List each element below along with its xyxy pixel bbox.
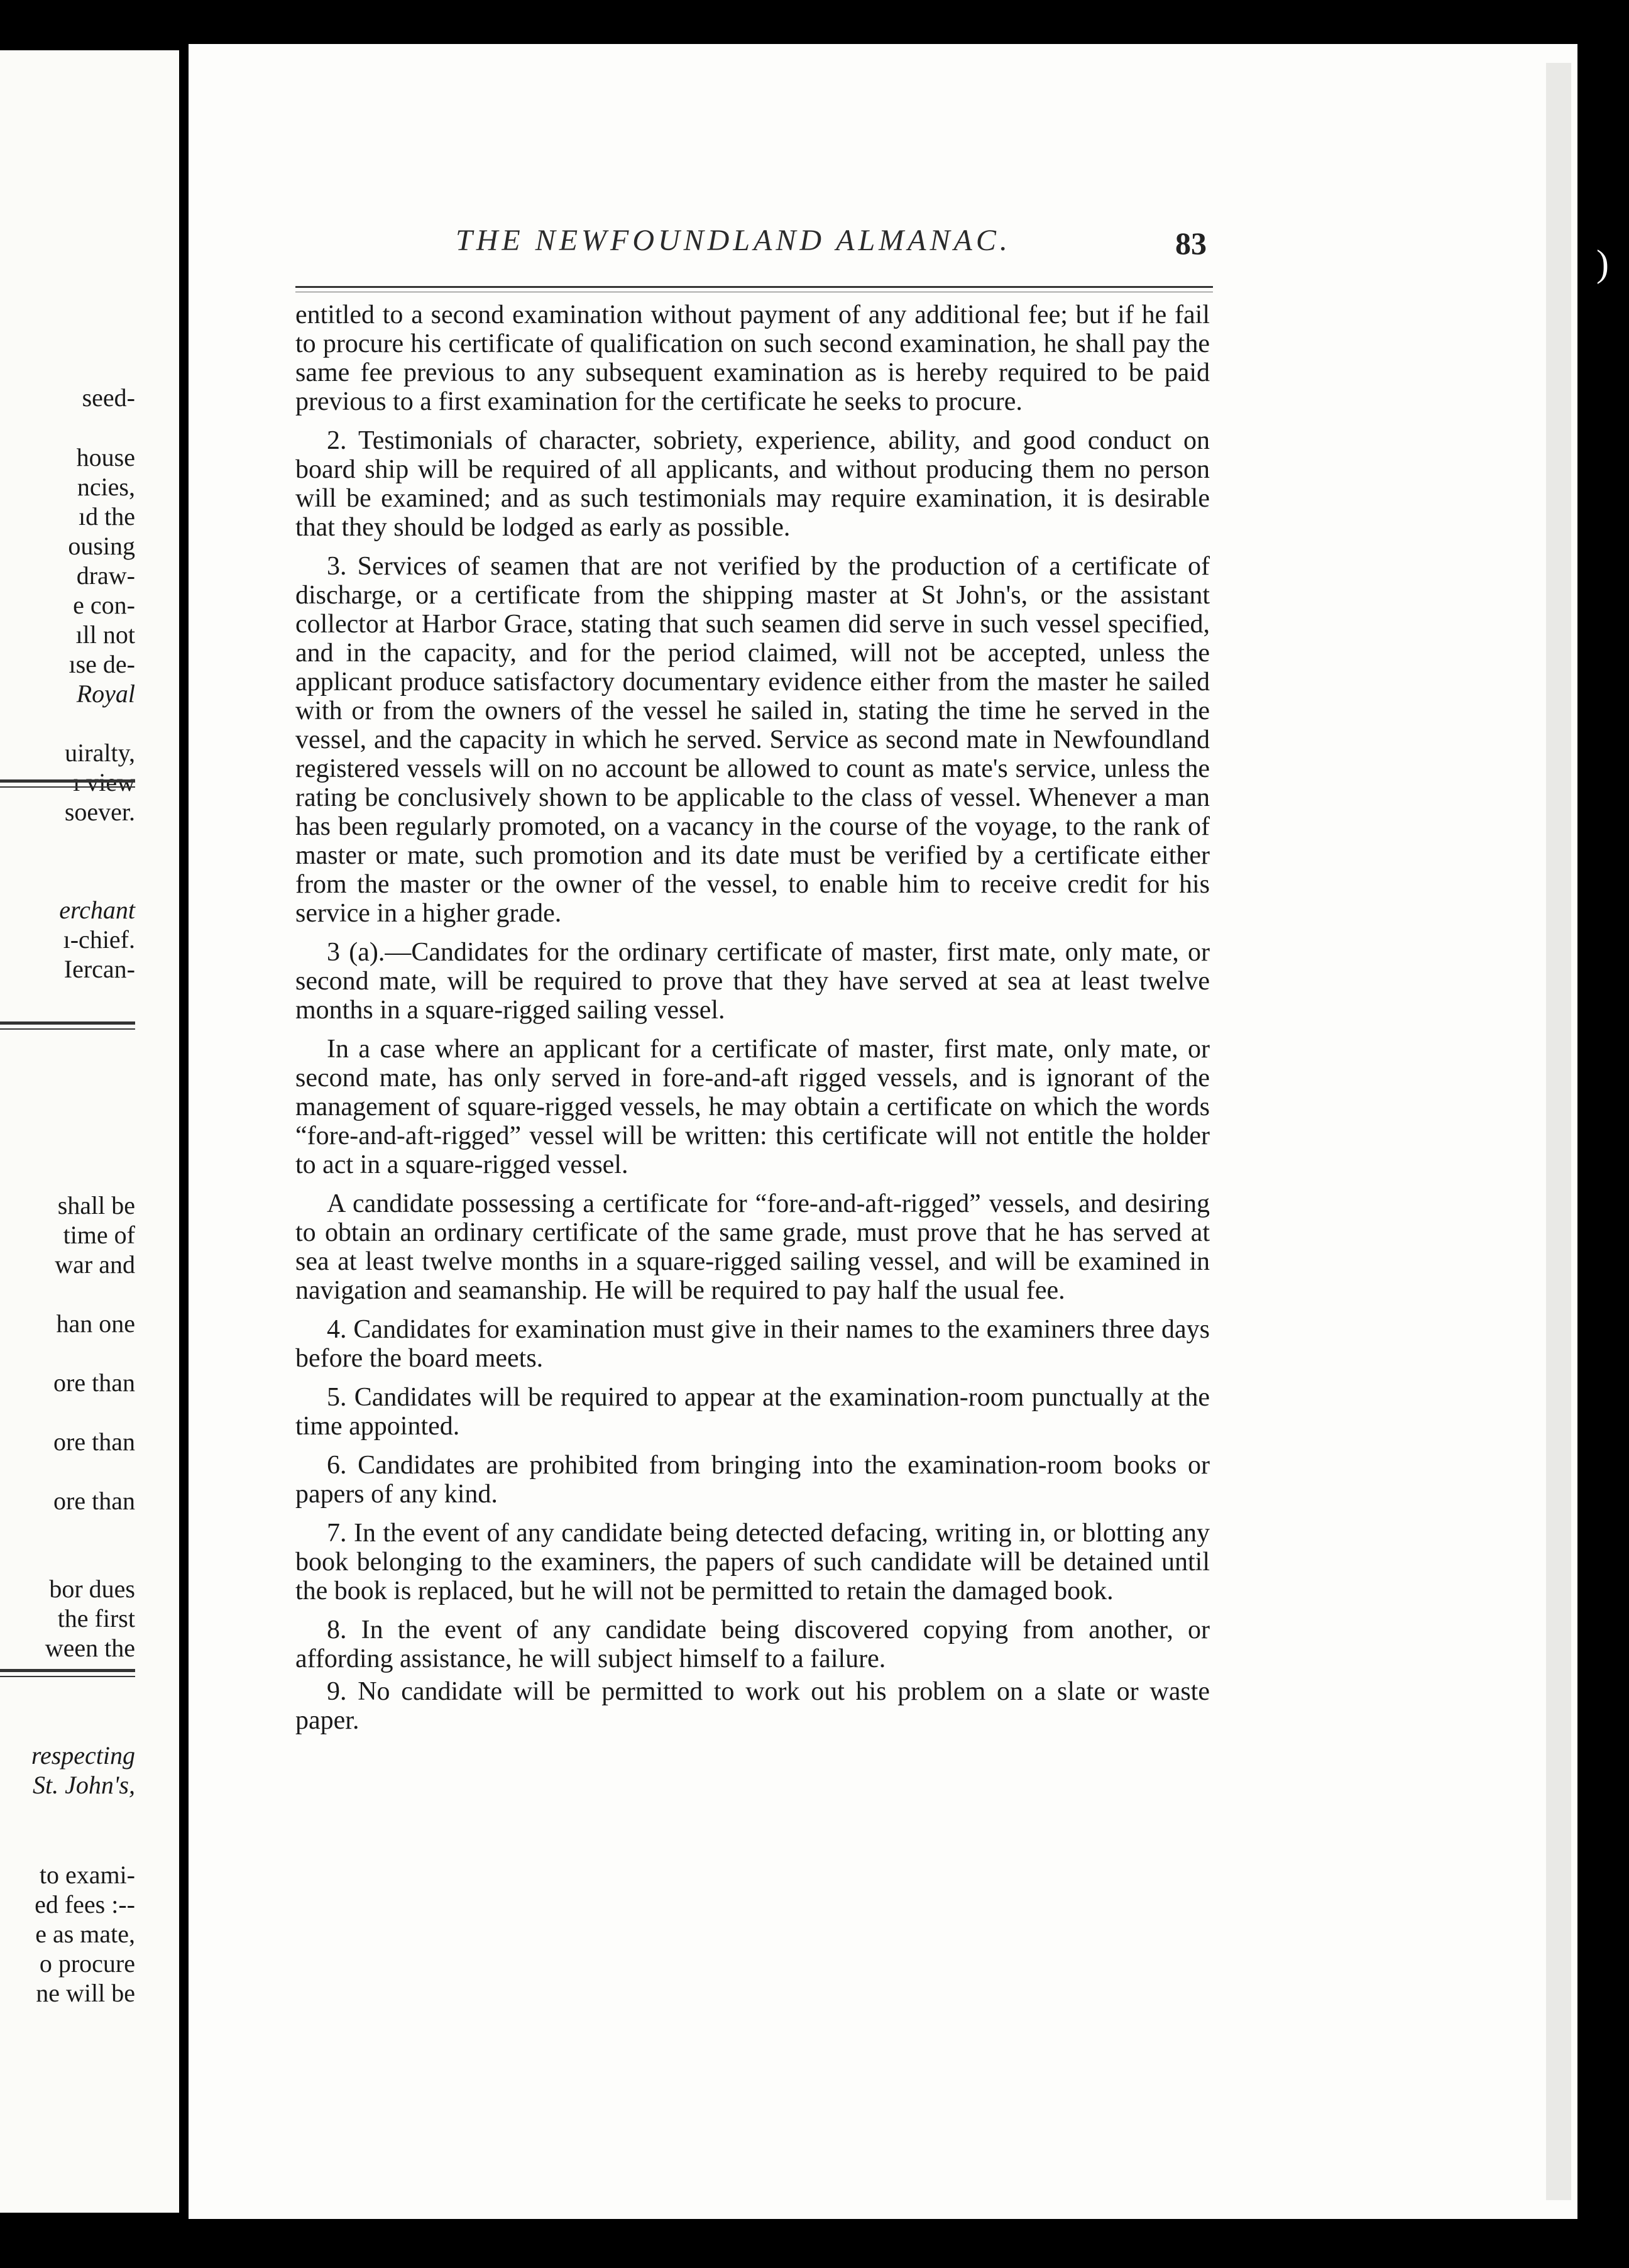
left-fragment-line: house: [76, 443, 135, 471]
paragraph: 7. In the event of any candidate being detected defacing, writing in, or blotting any book belonging to the examiners, the papers of such candidate will be detained until the book is replaced, but he will not be permitted to retain the damaged book.: [295, 1519, 1210, 1605]
left-fragment-line: to exami-: [39, 1861, 135, 1889]
paragraph: A candidate possessing a certificate for “fore-and-aft-rigged” vessels, and desiring to obtain an ordinary certificate of the same grade, must prove that he has served at sea at least twelve months in a square-rigged sailing vessel, and will be examined in navigation and seamanship. He will be required to pay half the usual fee.: [295, 1189, 1210, 1305]
left-fragment-line: ne will be: [36, 1979, 135, 2007]
left-fragment-line: ore than: [53, 1368, 135, 1397]
paragraph: 9. No candidate will be permitted to work out his problem on a slate or waste paper.: [295, 1677, 1210, 1735]
left-fragment-line: e con-: [73, 591, 135, 619]
left-fragment-line: draw-: [76, 561, 135, 590]
left-fragment-line: ore than: [53, 1487, 135, 1515]
margin-mark: ): [1596, 243, 1609, 284]
left-fragment-line: the first: [57, 1604, 135, 1632]
left-fragment-line: bor dues: [49, 1575, 135, 1603]
left-fragment-line: han one: [56, 1309, 135, 1338]
left-fragment-line: uiralty,: [65, 739, 135, 767]
paragraph: entitled to a second examination without payment of any additional fee; but if he fail to procure his certificate of qualification on such second examination, he shall pay the same fee previous to any subsequent examination as is hereby required to be paid previous to a first examination for the certificate he seeks to procure.: [295, 300, 1210, 416]
paragraph: 5. Candidates will be required to appear at the examination-room punctually at the time appointed.: [295, 1383, 1210, 1441]
left-fragment-line: ıll not: [75, 620, 135, 649]
left-section-rule: [0, 779, 135, 783]
paragraph: 3 (a).—Candidates for the ordinary certificate of master, first mate, only mate, or second mate, will be required to prove that they have served at sea at least twelve months in a square-rigged sailing vessel.: [295, 938, 1210, 1025]
left-facing-page: [0, 50, 179, 2213]
left-fragment-line: ore than: [53, 1428, 135, 1456]
body-text: [295, 300, 1210, 1745]
left-section-rule: [0, 1021, 135, 1025]
paragraph: 3. Services of seamen that are not verified by the production of a certificate of discharge, or a certificate from the shipping master at St John's, or the assistant collector at Harbor Grace, stating that such seamen did serve in such vessel specified, and in the capacity, and for the period claimed, will not be accepted, unless the applicant produce satisfactory documentary evidence either from the master he sailed with or from the owners of the vessel he sailed in, stating the time he served in the vessel, and the capacity in which he served. Service as second mate in Newfoundland registered vessels will on no account be allowed to count as mate's service, unless the rating be conclusively shown to be applicable to the class of vessel. Whenever a man has been regularly promoted, on a vacancy in the course of the voyage, to the rank of master or mate, such promotion and its date must be verified by a certificate either from the master or the owner of the vessel, to enable him to receive credit for his service in a higher grade.: [295, 552, 1210, 928]
paragraph: 6. Candidates are prohibited from bringing into the examination-room books or papers of any kind.: [295, 1451, 1210, 1509]
left-fragment-line: St. John's,: [33, 1771, 135, 1799]
header-rule: [295, 286, 1213, 288]
paragraph: 2. Testimonials of character, sobriety, experience, ability, and good conduct on board ship will be required of all applicants, and without producing them no person will be examined; and as such testimonials may require examination, it is desirable that they should be lodged as early as possible.: [295, 426, 1210, 542]
left-fragment-line: ousing: [68, 532, 135, 560]
left-fragment-line: ed fees :--: [35, 1890, 135, 1918]
left-fragment-line: shall be: [57, 1191, 135, 1219]
left-fragment-line: erchant: [59, 896, 135, 924]
paragraph: 8. In the event of any candidate being discovered copying from another, or affording assistance, he will subject himself to a failure.: [295, 1616, 1210, 1673]
left-fragment-line: Iercan-: [63, 955, 135, 983]
running-head: THE NEWFOUNDLAND ALMANAC.: [456, 224, 1011, 257]
left-section-rule: [0, 1669, 135, 1672]
paragraph: In a case where an applicant for a certificate of master, first mate, only mate, or second mate, has only served in fore-and-aft rigged vessels, and is ignorant of the management of square-rigged vessels, he may obtain a certificate on which the words “fore-and-aft-rigged” vessel will be written: this certificate will not entitle the holder to act in a square-rigged vessel.: [295, 1035, 1210, 1179]
left-fragment-line: ween the: [45, 1634, 135, 1662]
left-fragment-line: ıd the: [79, 502, 135, 531]
left-fragment-line: soever.: [64, 798, 135, 826]
left-fragment-line: seed-: [82, 383, 135, 412]
left-fragment-line: respecting: [31, 1741, 135, 1770]
left-fragment-line: Royal: [76, 680, 135, 708]
left-fragment-line: e as mate,: [35, 1920, 135, 1948]
paragraph: 4. Candidates for examination must give in their names to the examiners three days before the board meets.: [295, 1315, 1210, 1373]
left-fragment-line: ı-chief.: [63, 925, 135, 954]
page-number: 83: [1175, 226, 1207, 261]
left-fragment-line: war and: [55, 1250, 135, 1279]
left-fragment-line: ncies,: [77, 473, 135, 501]
page-edge: [1546, 63, 1571, 2200]
left-fragment-line: ı view: [73, 768, 135, 796]
left-fragment-line: o procure: [39, 1949, 135, 1978]
left-fragment-line: ıse de-: [69, 650, 135, 678]
left-fragment-line: time of: [63, 1221, 135, 1249]
